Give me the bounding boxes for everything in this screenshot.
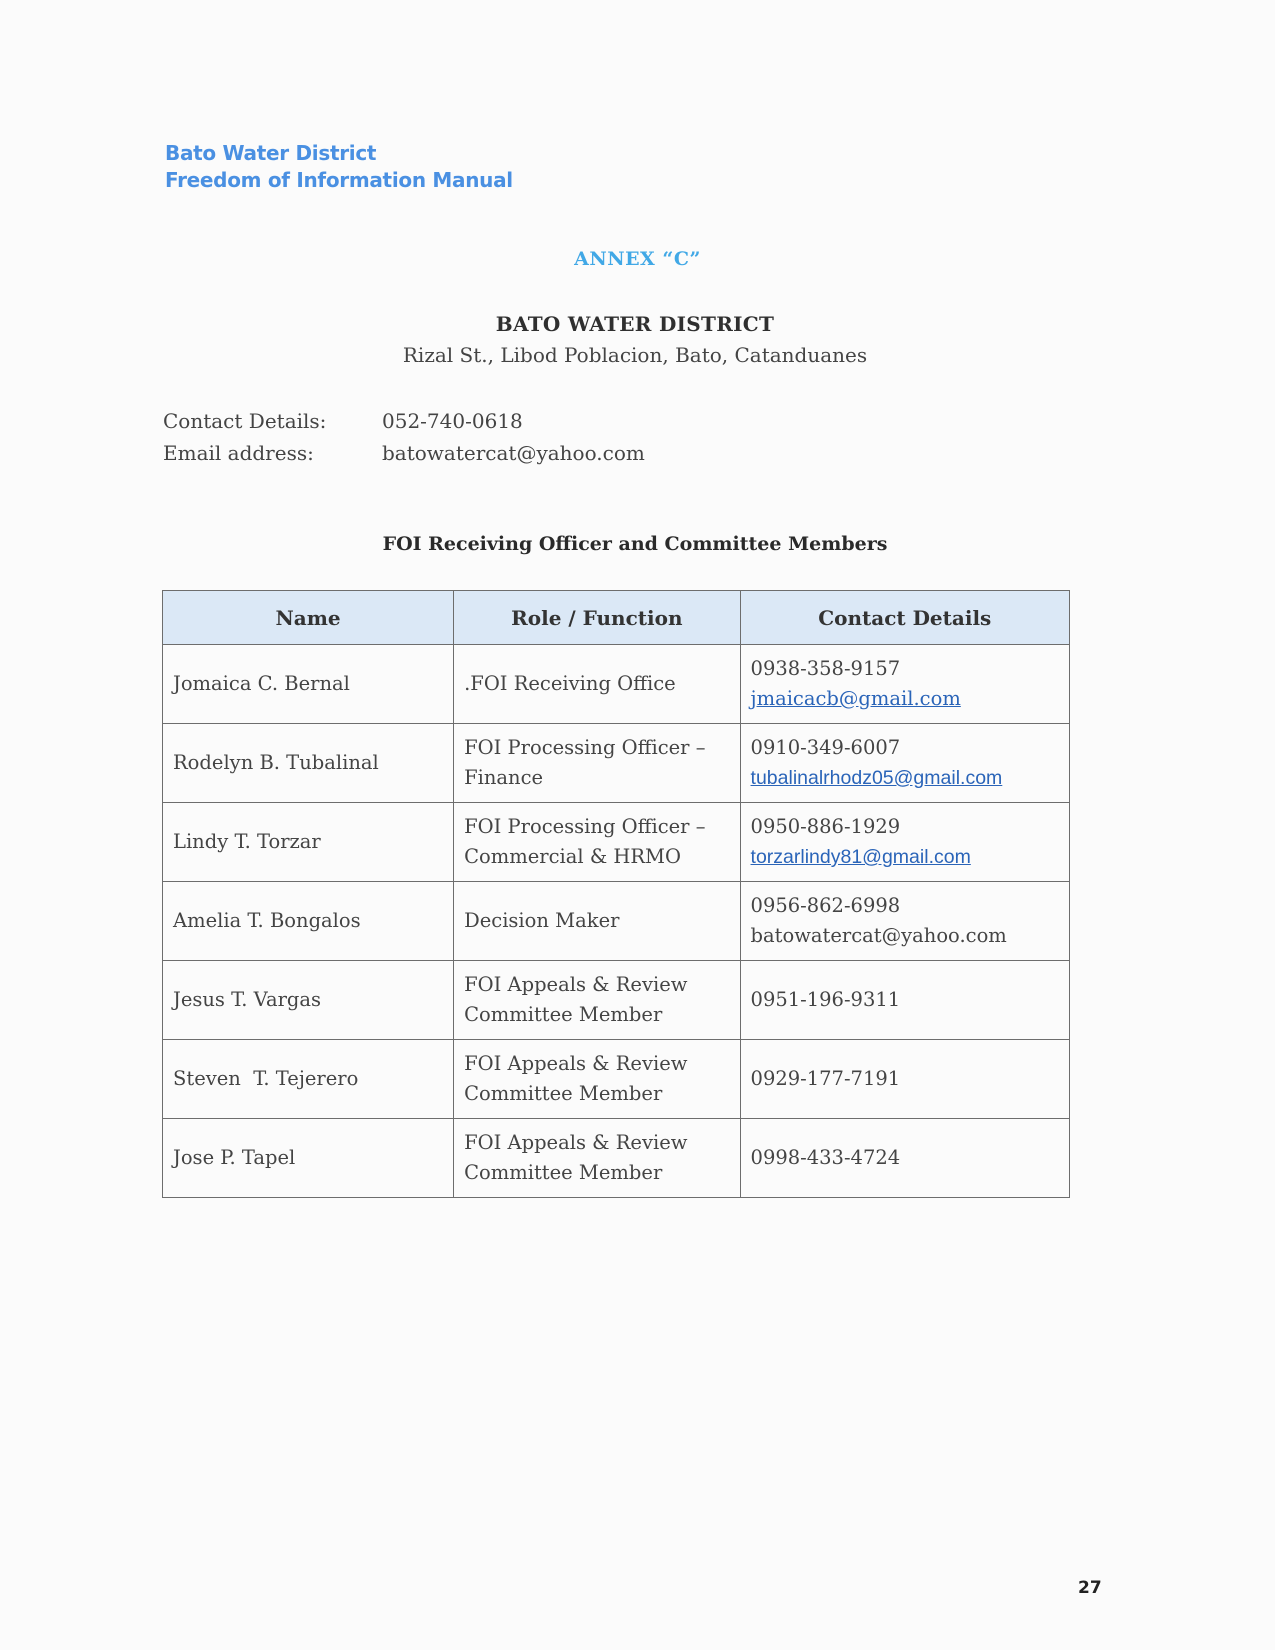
role-line: FOI Appeals & Review (464, 1052, 688, 1075)
member-contact (740, 645, 1069, 724)
table-header-row (163, 591, 1070, 645)
member-contact (740, 882, 1069, 961)
member-contact (740, 724, 1069, 803)
table-row (163, 882, 1070, 961)
member-role (454, 1119, 740, 1198)
member-phone: 0956-862-6998 (750, 894, 901, 917)
table-row (163, 1040, 1070, 1119)
table-row (163, 961, 1070, 1040)
member-email-link[interactable]: tubalinalrhodz05@gmail.com (750, 767, 1003, 789)
member-role (454, 882, 740, 961)
organization-address: Rizal St., Libod Poblacion, Bato, Catanduanes (402, 343, 868, 367)
annex-label: ANNEX “C” (574, 248, 701, 270)
member-phone: 0929-177-7191 (750, 1067, 901, 1090)
role-line: Decision Maker (464, 909, 620, 932)
role-line: Finance (464, 766, 544, 789)
member-contact (740, 803, 1069, 882)
header-district: Bato Water District (165, 141, 377, 165)
member-phone: 0951-196-9311 (750, 988, 901, 1011)
committee-members-table (162, 590, 1070, 1198)
header-manual-title: Freedom of Information Manual (165, 168, 513, 192)
member-phone: 0910-349-6007 (750, 736, 901, 759)
member-name: Amelia T. Bongalos (163, 882, 454, 961)
contact-phone-label: Contact Details: (163, 409, 327, 433)
column-header-role: Role / Function (454, 591, 740, 645)
role-line: Committee Member (464, 1003, 663, 1026)
contact-phone-row (163, 405, 645, 437)
role-line: FOI Processing Officer – (464, 815, 706, 838)
document-header (165, 140, 513, 194)
member-role (454, 803, 740, 882)
member-role (454, 645, 740, 724)
role-line: FOI Appeals & Review (464, 1131, 688, 1154)
member-role (454, 724, 740, 803)
role-line: FOI Processing Officer – (464, 736, 706, 759)
contact-email-label: Email address: (163, 441, 314, 465)
role-line: Commercial & HRMO (464, 845, 682, 868)
member-name: Steven T. Tejerero (163, 1040, 454, 1119)
member-name: Jomaica C. Bernal (163, 645, 454, 724)
member-name: Jose P. Tapel (163, 1119, 454, 1198)
column-header-contact: Contact Details (740, 591, 1069, 645)
table-row (163, 1119, 1070, 1198)
role-line: FOI Appeals & Review (464, 973, 688, 996)
page-number: 27 (1078, 1578, 1102, 1598)
organization-name: BATO WATER DISTRICT (495, 312, 775, 336)
member-phone: 0938-358-9157 (750, 657, 901, 680)
column-header-name: Name (163, 591, 454, 645)
contact-phone-value: 052-740-0618 (382, 409, 523, 433)
role-line: Committee Member (464, 1161, 663, 1184)
role-line: Committee Member (464, 1082, 663, 1105)
table-row (163, 803, 1070, 882)
contact-email-value: batowatercat@yahoo.com (382, 441, 645, 465)
member-phone: 0998-433-4724 (750, 1146, 901, 1169)
member-contact (740, 961, 1069, 1040)
member-phone: 0950-886-1929 (750, 815, 901, 838)
table-row (163, 724, 1070, 803)
member-contact (740, 1040, 1069, 1119)
contact-block (163, 405, 645, 469)
member-email-link[interactable]: jmaicacb@gmail.com (750, 687, 961, 710)
member-name: Jesus T. Vargas (163, 961, 454, 1040)
member-email-link[interactable]: torzarlindy81@gmail.com (750, 846, 971, 868)
table-row (163, 645, 1070, 724)
role-line: .FOI Receiving Office (464, 672, 676, 695)
member-role (454, 961, 740, 1040)
table-title: FOI Receiving Officer and Committee Members (382, 533, 888, 555)
member-email: batowatercat@yahoo.com (750, 924, 1007, 947)
member-name: Rodelyn B. Tubalinal (163, 724, 454, 803)
member-role (454, 1040, 740, 1119)
member-name: Lindy T. Torzar (163, 803, 454, 882)
member-contact (740, 1119, 1069, 1198)
contact-email-row (163, 437, 645, 469)
